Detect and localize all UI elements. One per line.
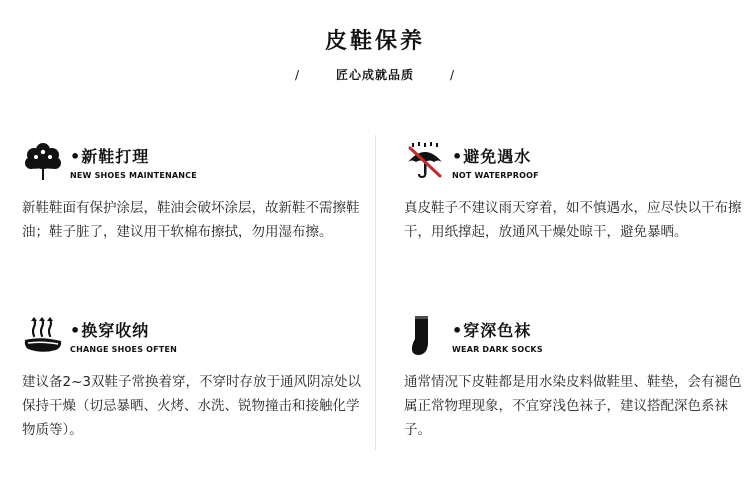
slash-left: / <box>294 68 300 82</box>
card-title: •穿深色袜 <box>452 321 532 340</box>
card-subtitle: NOT WATERPROOF <box>452 171 539 180</box>
card-subtitle: CHANGE SHOES OFTEN <box>70 345 178 354</box>
card-body: 建议备2~3双鞋子常换着穿，不穿时存放于通风阴凉处以保持干燥（切忌暴晒、火烤、水洗、锐物撞击和接触化学物质等）。 <box>22 374 361 438</box>
subtitle-text: 匠心成就品质 <box>335 68 414 82</box>
card-body: 真皮鞋子不建议雨天穿着，如不慎遇水，应尽快以干布擦干，用纸撑起，放通风干燥处晾干，避免暴晒。 <box>404 200 742 240</box>
card-body: 通常情况下皮鞋都是用水染皮料做鞋里、鞋垫，会有褪色属正常物理现象，不宜穿浅色袜子，建议搭配深色系袜子。 <box>404 374 742 438</box>
no-umbrella-rain-icon <box>404 140 446 182</box>
page-title: 皮鞋保养 <box>324 29 425 54</box>
sock-icon <box>404 314 446 356</box>
breathing-shoe-icon <box>22 314 64 356</box>
card-subtitle: WEAR DARK SOCKS <box>452 345 543 354</box>
cotton-flower-icon <box>22 140 64 182</box>
card-subtitle: NEW SHOES MAINTENANCE <box>70 171 197 180</box>
page-subtitle <box>0 66 750 83</box>
card-title: •避免遇水 <box>452 147 532 166</box>
card-title: •换穿收纳 <box>70 321 150 340</box>
card-title: •新鞋打理 <box>70 147 150 166</box>
column-divider <box>375 135 376 450</box>
card-body: 新鞋鞋面有保护涂层，鞋油会破坏涂层，故新鞋不需擦鞋油；鞋子脏了，建议用干软棉布擦拭，勿用湿布擦。 <box>22 200 360 240</box>
slash-right: / <box>450 68 456 82</box>
